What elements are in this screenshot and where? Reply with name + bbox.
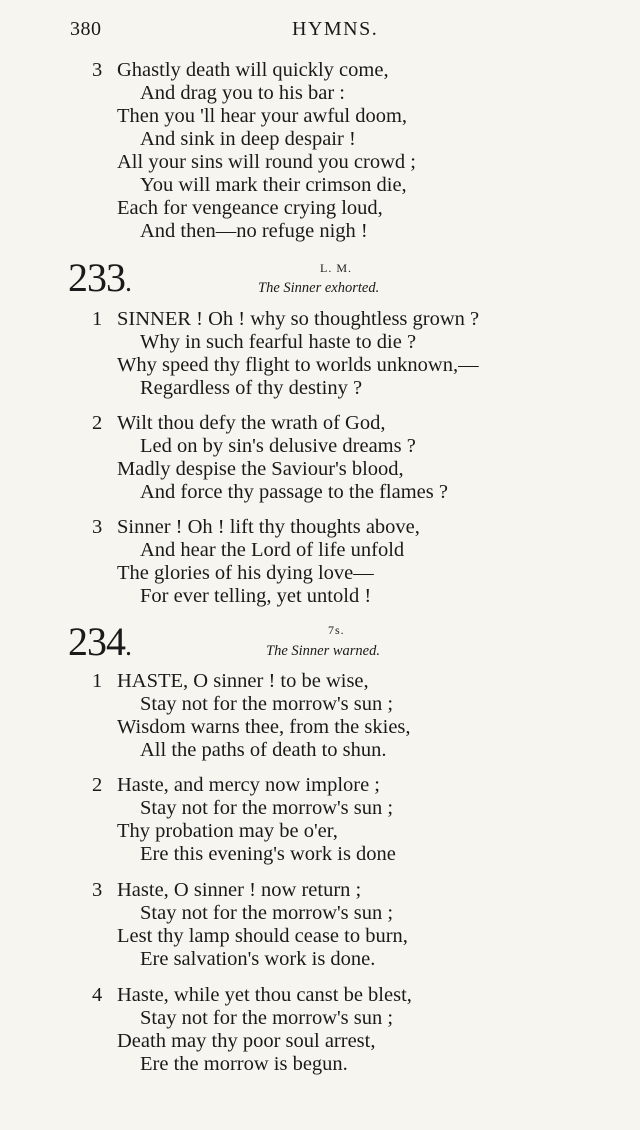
hymn-meter: L. M. (320, 261, 352, 275)
verse-line: Each for vengeance crying loud, (117, 197, 383, 219)
verse-line: Led on by sin's delusive dreams ? (140, 435, 416, 457)
verse-number: 4 (92, 984, 103, 1006)
verse-line: Wisdom warns thee, from the skies, (117, 716, 411, 738)
hymn-number-dot: . (125, 267, 131, 298)
verse-line: And sink in deep despair ! (140, 128, 356, 150)
verse-line: Ere salvation's work is done. (140, 948, 376, 970)
verse-line: For ever telling, yet untold ! (140, 585, 372, 607)
verse-number: 3 (92, 516, 103, 538)
verse-line: And hear the Lord of life unfold (140, 539, 405, 561)
verse-line: All the paths of death to shun. (140, 739, 387, 761)
verse-line: Thy probation may be o'er, (117, 820, 338, 842)
verse-line: Madly despise the Saviour's blood, (117, 458, 404, 480)
verse-line: Why speed thy flight to worlds unknown,— (117, 354, 479, 376)
hymn-number-digits: 233 (68, 255, 125, 300)
verse-line: You will mark their crimson die, (140, 174, 407, 196)
verse-line: Regardless of thy destiny ? (140, 377, 363, 399)
verse-line: All your sins will round you crowd ; (117, 151, 416, 173)
verse-line: Stay not for the morrow's sun ; (140, 1007, 394, 1029)
verse-line: Haste, while yet thou canst be blest, (117, 984, 412, 1006)
hymn-number-digits: 234 (68, 619, 125, 664)
verse-line: And then—no refuge nigh ! (140, 220, 368, 242)
hymn-subtitle: The Sinner exhorted. (258, 280, 380, 296)
verse-line: Sinner ! Oh ! lift thy thoughts above, (117, 516, 420, 538)
verse-number: 3 (92, 879, 103, 901)
verse-number: 2 (92, 774, 103, 796)
verse-line: Ere the morrow is begun. (140, 1053, 348, 1075)
hymn-number (68, 619, 131, 664)
verse-line: Stay not for the morrow's sun ; (140, 902, 394, 924)
verse-line: Wilt thou defy the wrath of God, (117, 412, 386, 434)
verse-line: Stay not for the morrow's sun ; (140, 797, 394, 819)
verse-line: And drag you to his bar : (140, 82, 345, 104)
hymn-number (68, 255, 131, 300)
verse-line: Lest thy lamp should cease to burn, (117, 925, 408, 947)
running-title: HYMNS. (292, 18, 379, 40)
verse-line: SINNER ! Oh ! why so thoughtless grown ? (117, 308, 480, 330)
hymn-number-dot: . (125, 631, 131, 662)
verse-line: Death may thy poor soul arrest, (117, 1030, 376, 1052)
verse-line: And force thy passage to the flames ? (140, 481, 448, 503)
hymn-meter: 7s. (328, 623, 345, 637)
verse-line: The glories of his dying love— (117, 562, 374, 584)
hymn-subtitle: The Sinner warned. (266, 643, 380, 659)
verse-number: 2 (92, 412, 103, 434)
verse-line: Ghastly death will quickly come, (117, 59, 389, 81)
verse-line: Haste, and mercy now implore ; (117, 774, 381, 796)
page-number: 380 (70, 18, 102, 40)
verse-line: Then you 'll hear your awful doom, (117, 105, 408, 127)
verse-number: 1 (92, 308, 103, 330)
verse-number: 3 (92, 59, 103, 81)
verse-number: 1 (92, 670, 103, 692)
verse-line: Ere this evening's work is done (140, 843, 396, 865)
verse-line: Stay not for the morrow's sun ; (140, 693, 394, 715)
verse-line: Haste, O sinner ! now return ; (117, 879, 362, 901)
verse-line: Why in such fearful haste to die ? (140, 331, 417, 353)
verse-line: HASTE, O sinner ! to be wise, (117, 670, 369, 692)
